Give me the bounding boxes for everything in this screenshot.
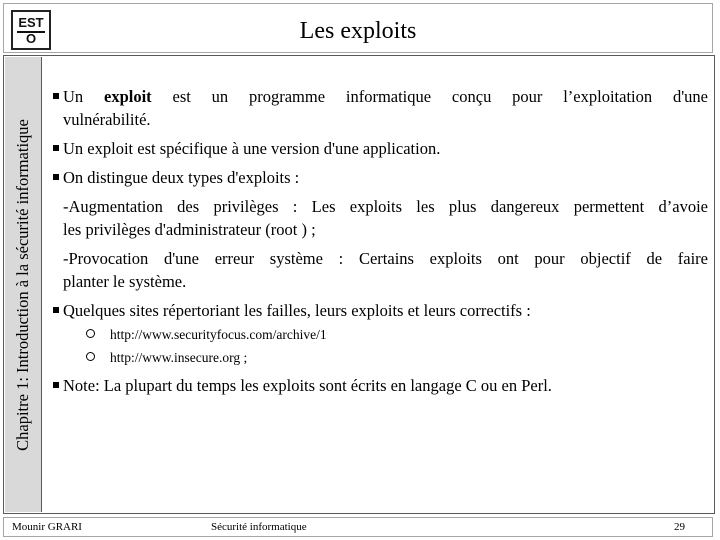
bullet-note: Note: La plupart du temps les exploits sont écrits en langage C ou en Perl. — [52, 374, 708, 397]
square-bullet-icon — [53, 174, 59, 180]
footer-course: Sécurité informatique — [211, 521, 307, 533]
page-number: 29 — [674, 521, 685, 533]
square-bullet-icon — [53, 382, 59, 388]
sub-system-error: -Provocation d'une erreur système : Certains exploits ont pour objectif de faire planter le système. — [63, 249, 708, 291]
slide-title: Les exploits — [299, 18, 417, 44]
circle-bullet-icon — [86, 352, 95, 361]
bullet-version-specific: Un exploit est spécifique à une version d'une application. — [52, 137, 708, 160]
sub-privilege-escalation: -Augmentation des privilèges : Les exploits les plus dangereux permettent d’avoie les privilèges d'administrateur (root ) ; — [63, 197, 708, 239]
bullet-exploit-definition: Un exploit est un programme informatique conçu pour l’exploitation d'une vulnérabilité. — [52, 85, 708, 131]
chapter-label: Chapitre 1: Introduction à la sécurité informatique — [13, 118, 32, 451]
square-bullet-icon — [53, 307, 59, 313]
slide-content — [52, 85, 708, 403]
bullet-two-types: On distingue deux types d'exploits : — [52, 166, 708, 189]
bullet-sites: Quelques sites répertoriant les failles, leurs exploits et leurs correctifs : — [52, 299, 708, 322]
circle-bullet-icon — [86, 329, 95, 338]
slide-footer — [3, 517, 713, 537]
square-bullet-icon — [53, 145, 59, 151]
footer-author: Mounir GRARI — [12, 521, 82, 533]
bold-term: exploit — [104, 87, 152, 106]
link-insecure[interactable]: http://www.insecure.org ; — [52, 348, 708, 367]
svg-text:O: O — [25, 31, 37, 46]
svg-text:EST: EST — [18, 15, 44, 30]
chapter-sidebar — [5, 57, 42, 512]
link-securityfocus[interactable]: http://www.securityfocus.com/archive/1 — [52, 325, 708, 344]
slide-header — [3, 3, 713, 53]
square-bullet-icon — [53, 93, 59, 99]
